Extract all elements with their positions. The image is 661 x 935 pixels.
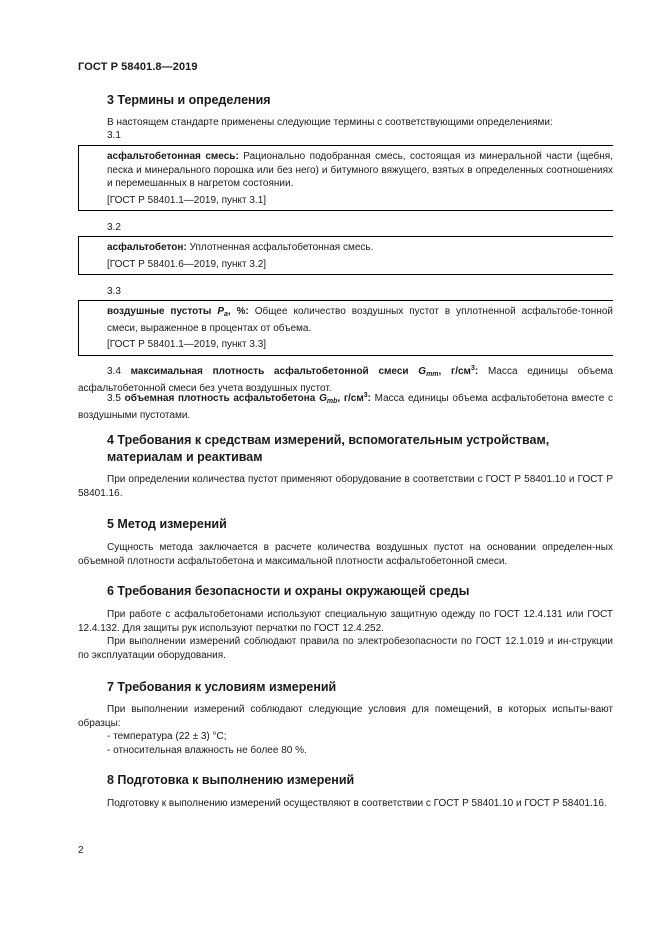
term-3-1-number: 3.1 xyxy=(107,130,121,141)
section-6-heading: 6 Требования безопасности и охраны окружающей среды xyxy=(107,584,470,598)
term-3-1-term: асфальтобетонная смесь: xyxy=(107,151,239,162)
list-item: - температура (22 ± 3) °С; xyxy=(107,731,227,742)
term-3-2-number: 3.2 xyxy=(107,222,121,233)
section-5-paragraph: Сущность метода заключается в расчете количества воздушных пустот на основании определен-ных объемной плотности асфальтобетона и максимальной плотности асфальтобетонной смеси. xyxy=(78,542,613,567)
term-3-5-term-text: объемная плотность асфальтобетона xyxy=(124,393,320,404)
term-3-3-text: Общее количество воздушных пустот в уплотненной асфальтобе-тонной смеси, выраженное в процентах от объема. xyxy=(107,306,614,334)
term-3-4-unit-superscript: 3 xyxy=(470,365,475,372)
term-3-5-number: 3.5 xyxy=(107,393,125,404)
term-3-5-symbol-subscript: mb xyxy=(326,398,338,405)
page-number: 2 xyxy=(78,845,84,856)
term-3-2-definition xyxy=(81,241,613,255)
document-code: ГОСТ Р 58401.8—2019 xyxy=(78,61,198,73)
term-3-1-reference: [ГОСТ Р 58401.1—2019, пункт 3.1] xyxy=(107,194,267,206)
section-7-heading: 7 Требования к условиям измерений xyxy=(107,680,337,694)
term-3-5-colon: : xyxy=(367,393,371,404)
term-3-3-symbol: P xyxy=(217,306,224,317)
term-3-3-definition xyxy=(81,305,613,335)
term-3-2-reference: [ГОСТ Р 58401.6—2019, пункт 3.2] xyxy=(107,258,267,270)
section-8-paragraph: Подготовку к выполнению измерений осуществляют в соответствии с ГОСТ Р 58401.10 и ГОСТ Р 58401.16. xyxy=(107,798,607,809)
section-4-heading: 4 Требования к средствам измерений, вспомогательным устройствам, материалам и реактивам xyxy=(107,433,550,464)
term-3-5-term xyxy=(125,393,371,404)
term-3-1-box xyxy=(78,145,613,211)
list-item: - относительная влажность не более 80 %. xyxy=(107,745,307,756)
term-3-5-text: Масса единицы объема асфальтобетона вместе с воздушными пустотами. xyxy=(78,393,613,421)
term-3-5-unit-superscript: 3 xyxy=(363,392,368,399)
term-3-4-term-text: максимальная плотность асфальтобетонной смеси xyxy=(130,366,419,377)
term-3-4-text: Масса единицы объема асфальтобетонной смеси без учета воздушных пустот. xyxy=(78,366,613,394)
section-6-paragraph-2: При выполнении измерений соблюдают правила по электробезопасности по ГОСТ 12.1.019 и ин-струкции по эксплуатации оборудования. xyxy=(78,636,613,661)
section-3-intro: В настоящем стандарте применены следующие термины с соответствующими определениями: xyxy=(107,117,553,128)
term-3-5-unit: , г/см xyxy=(337,393,364,404)
section-8-heading: 8 Подготовка к выполнению измерений xyxy=(107,773,355,787)
term-3-3-box xyxy=(78,300,613,356)
term-3-4-number: 3.4 xyxy=(107,366,131,377)
term-3-2-term: асфальтобетон: xyxy=(107,242,187,253)
term-3-3-unit: , %: xyxy=(227,306,249,317)
term-3-5-symbol: G xyxy=(319,393,327,404)
term-3-3-number: 3.3 xyxy=(107,286,121,297)
term-3-4-colon: : xyxy=(474,366,479,377)
term-3-2-text: Уплотненная асфальтобетонная смесь. xyxy=(186,242,374,253)
term-3-2-box xyxy=(78,236,613,275)
term-3-4-symbol-subscript: mm xyxy=(426,371,439,378)
section-5-heading: 5 Метод измерений xyxy=(107,517,227,531)
term-3-1-definition xyxy=(81,150,613,191)
term-3-4-term xyxy=(131,366,479,377)
term-3-3-term-text: воздушные пустоты xyxy=(107,306,218,317)
section-3-heading: 3 Термины и определения xyxy=(107,93,271,107)
term-3-3-reference: [ГОСТ Р 58401.1—2019, пункт 3.3] xyxy=(107,339,267,351)
section-7-paragraph: При выполнении измерений соблюдают следующие условия для помещений, в которых испыты-вают образцы: xyxy=(78,704,613,729)
term-3-3-symbol-subscript: a xyxy=(224,311,228,318)
term-3-1-text: Рационально подобранная смесь, состоящая из минеральной части (щебня, песка и минерального порошка или без него) и битумного вяжущего, взятых в определенных соотношениях и перемешанных в нагретом состоянии. xyxy=(107,151,613,190)
section-4-paragraph: При определении количества пустот применяют оборудование в соответствии с ГОСТ Р 58401.10 и ГОСТ Р 58401.16. xyxy=(78,474,613,499)
term-3-4-unit: , г/см xyxy=(438,366,471,377)
term-3-4-symbol: G xyxy=(418,366,427,377)
term-3-3-term xyxy=(107,306,249,317)
section-6-paragraph-1: При работе с асфальтобетонами используют специальную защитную одежду по ГОСТ 12.4.131 или ГОСТ 12.4.132. Для защиты рук используют перчатки по ГОСТ 12.4.252. xyxy=(78,609,613,634)
term-3-5 xyxy=(78,389,613,422)
